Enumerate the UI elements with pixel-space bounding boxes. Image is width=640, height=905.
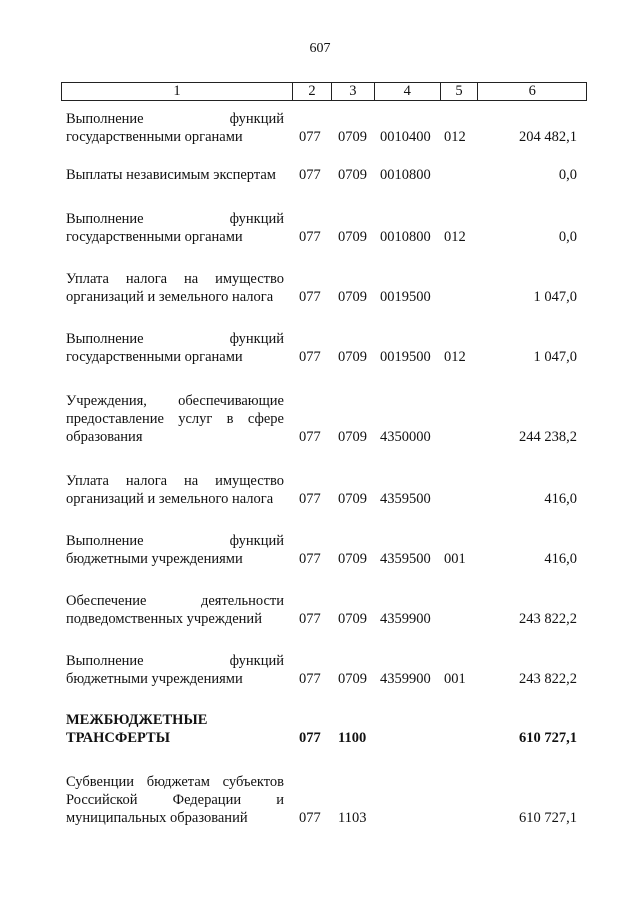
- row-col-2: 077: [299, 671, 321, 687]
- row-col-6: 244 238,2: [519, 429, 577, 445]
- row-name-line: Выплаты независимым экспертам: [66, 167, 276, 183]
- row-name-line: Субвенции бюджетам субъектов: [66, 774, 284, 790]
- row-col-6: 0,0: [558, 167, 577, 183]
- row-col-6: 416,0: [544, 491, 577, 507]
- row-name-line: ТРАНСФЕРТЫ: [66, 730, 170, 746]
- header-col-2: 2: [293, 83, 332, 100]
- row-col-3: 0709: [338, 349, 367, 365]
- row-name-line: Выполнение функций: [66, 211, 284, 227]
- row-col-2: 077: [299, 429, 321, 445]
- row-name: [66, 110, 284, 146]
- header-col-4: 4: [375, 83, 441, 100]
- row-name: [66, 773, 284, 827]
- row-name: [66, 532, 284, 568]
- row-col-5: 012: [444, 129, 466, 145]
- row-col-4: 4359500: [380, 551, 431, 567]
- row-col-2: 077: [299, 810, 321, 826]
- row-col-4: 0010800: [380, 167, 431, 183]
- row-name: [66, 711, 284, 747]
- header-col-3: 3: [332, 83, 375, 100]
- row-name-line: Выполнение функций: [66, 111, 284, 127]
- row-name-line: государственными органами: [66, 129, 243, 145]
- row-col-4: 0019500: [380, 349, 431, 365]
- row-col-3: 0709: [338, 167, 367, 183]
- row-col-6: 416,0: [544, 551, 577, 567]
- row-col-6: 0,0: [558, 229, 577, 245]
- row-col-2: 077: [299, 129, 321, 145]
- row-col-2: 077: [299, 289, 321, 305]
- row-name-line: образования: [66, 429, 143, 445]
- row-name-line: Выполнение функций: [66, 331, 284, 347]
- row-name-line: Выполнение функций: [66, 653, 284, 669]
- row-name: [66, 166, 284, 184]
- row-col-3: 1103: [338, 810, 367, 826]
- row-col-6: 243 822,2: [519, 671, 577, 687]
- row-name-line: муниципальных образований: [66, 810, 248, 826]
- row-col-4: 4359900: [380, 671, 431, 687]
- row-name-line: предоставление услуг в сфере: [66, 411, 284, 427]
- row-col-3: 0709: [338, 491, 367, 507]
- row-col-3: 1100: [338, 730, 367, 746]
- table-header: [61, 82, 587, 101]
- header-col-1: 1: [62, 83, 293, 100]
- row-col-3: 0709: [338, 551, 367, 567]
- row-col-3: 0709: [338, 289, 367, 305]
- row-name-line: МЕЖБЮДЖЕТНЫЕ: [66, 712, 208, 728]
- row-col-2: 077: [299, 349, 321, 365]
- row-col-6: 610 727,1: [519, 810, 577, 826]
- row-col-4: 0010800: [380, 229, 431, 245]
- row-name-line: государственными органами: [66, 349, 243, 365]
- row-col-3: 0709: [338, 611, 367, 627]
- row-col-4: 0010400: [380, 129, 431, 145]
- row-col-2: 077: [299, 167, 321, 183]
- row-col-4: 4350000: [380, 429, 431, 445]
- page-number: 607: [309, 41, 331, 56]
- row-col-5: 001: [444, 551, 466, 567]
- row-col-6: 1 047,0: [533, 289, 577, 305]
- row-col-2: 077: [299, 730, 321, 746]
- row-col-2: 077: [299, 551, 321, 567]
- row-name-line: Российской Федерации и: [66, 792, 284, 808]
- row-name-line: Выполнение функций: [66, 533, 284, 549]
- row-name-line: государственными органами: [66, 229, 243, 245]
- row-name-line: Учреждения, обеспечивающие: [66, 393, 284, 409]
- row-col-5: 001: [444, 671, 466, 687]
- row-col-6: 204 482,1: [519, 129, 577, 145]
- row-col-3: 0709: [338, 129, 367, 145]
- row-name: [66, 210, 284, 246]
- row-name-line: Уплата налога на имущество: [66, 271, 284, 287]
- row-col-4: 4359500: [380, 491, 431, 507]
- header-col-5: 5: [441, 83, 479, 100]
- row-name-line: бюджетными учреждениями: [66, 551, 243, 567]
- row-name-line: бюджетными учреждениями: [66, 671, 243, 687]
- row-col-2: 077: [299, 611, 321, 627]
- row-name-line: подведомственных учреждений: [66, 611, 262, 627]
- row-col-3: 0709: [338, 229, 367, 245]
- row-col-5: 012: [444, 229, 466, 245]
- row-name-line: Уплата налога на имущество: [66, 473, 284, 489]
- row-name: [66, 652, 284, 688]
- row-col-6: 243 822,2: [519, 611, 577, 627]
- row-col-2: 077: [299, 491, 321, 507]
- row-name: [66, 472, 284, 508]
- row-col-4: 4359900: [380, 611, 431, 627]
- row-col-6: 610 727,1: [519, 730, 577, 746]
- row-col-2: 077: [299, 229, 321, 245]
- row-name: [66, 392, 284, 446]
- row-name: [66, 270, 284, 306]
- row-col-5: 012: [444, 349, 466, 365]
- row-name-line: Обеспечение деятельности: [66, 593, 284, 609]
- row-name-line: организаций и земельного налога: [66, 289, 274, 305]
- header-col-6: 6: [528, 83, 536, 99]
- row-name-line: организаций и земельного налога: [66, 491, 274, 507]
- row-col-3: 0709: [338, 671, 367, 687]
- row-name: [66, 592, 284, 628]
- row-col-4: 0019500: [380, 289, 431, 305]
- row-name: [66, 330, 284, 366]
- row-col-3: 0709: [338, 429, 367, 445]
- row-col-6: 1 047,0: [533, 349, 577, 365]
